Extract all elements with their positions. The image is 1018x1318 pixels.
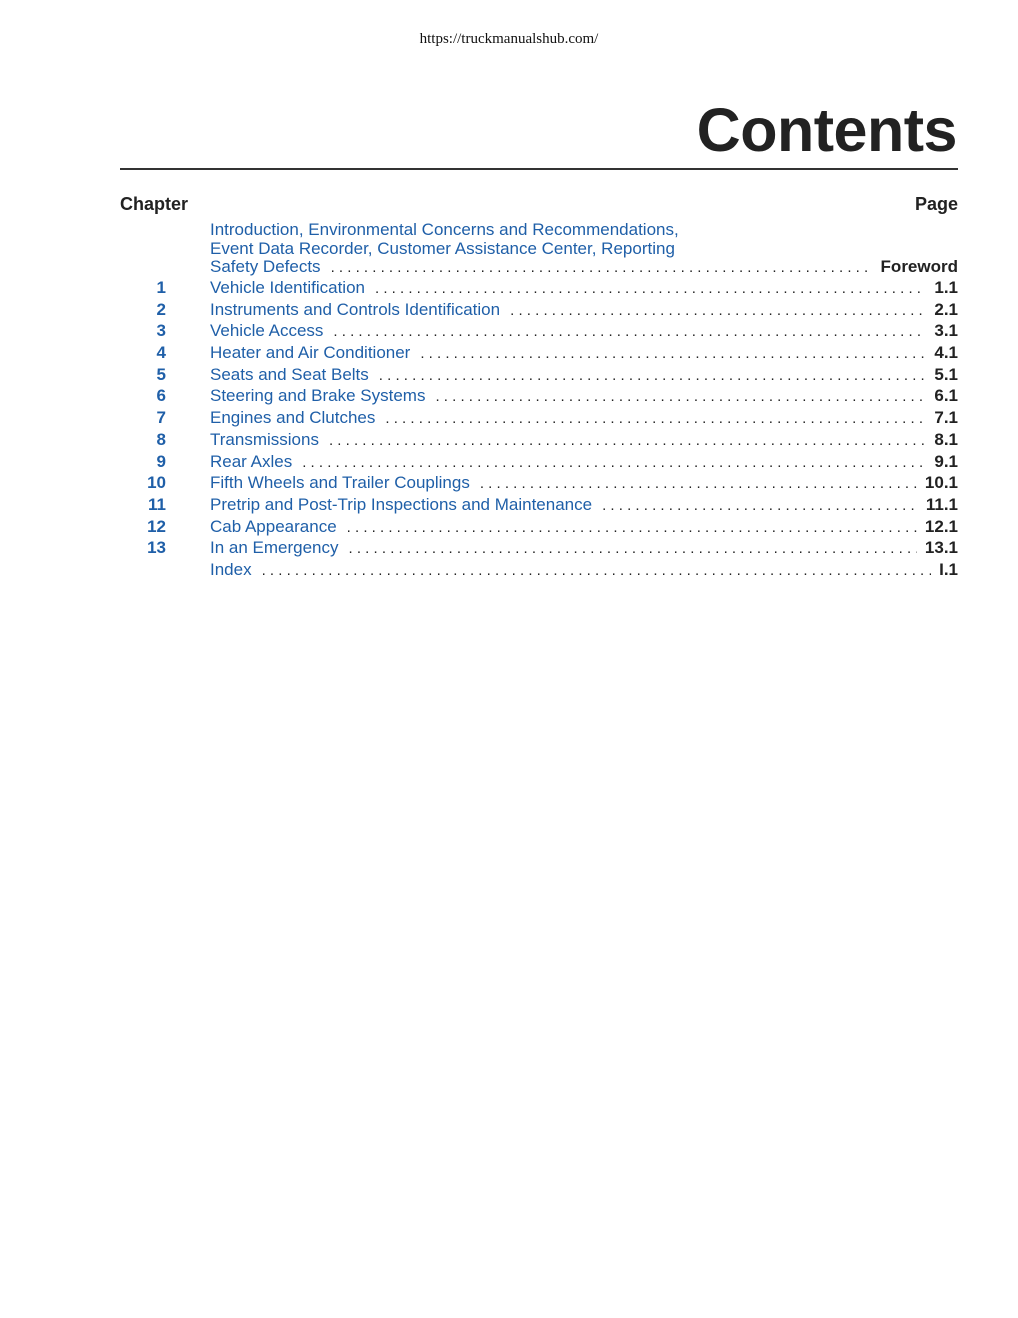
chapter-page: 13.1 [924,538,958,558]
chapter-number: 3 [156,321,166,341]
toc-entry-line [210,300,958,321]
toc-entry-line [210,452,958,473]
toc-entry-chapter-7[interactable] [120,407,958,429]
chapter-title[interactable]: Vehicle Identification [210,278,365,297]
chapter-title[interactable]: Transmissions [210,429,319,449]
toc-entry-line [210,343,958,364]
chapter-title[interactable]: Fifth Wheels and Trailer Couplings [210,473,470,493]
page-title: Contents [696,96,957,164]
dot-leader [302,453,926,473]
toc-entry-line [210,517,958,538]
chapter-page: 9.1 [934,451,958,471]
index-title[interactable]: Index [210,559,252,579]
toc-entry-line [210,538,958,559]
chapter-number: 10 [147,473,166,493]
toc-entry-line [210,386,958,407]
toc-entry-chapter-1[interactable] [120,277,958,299]
toc-entry-line [210,495,958,516]
foreword-page: Foreword [880,257,958,276]
chapter-title[interactable]: Instruments and Controls Identification [210,299,501,319]
foreword-title-line-2[interactable]: Event Data Recorder, Customer Assistance Center, Reporting [210,239,675,258]
toc-entry-chapter-8[interactable] [120,429,958,451]
toc-entry-line [210,321,958,342]
toc-entry-line [210,408,958,429]
dot-leader [375,279,926,299]
chapter-number: 9 [156,451,166,471]
toc-entry-foreword[interactable] [120,221,958,277]
chapter-title[interactable]: Cab Appearance [210,516,337,536]
chapter-number: 8 [156,429,166,449]
foreword-entry-line [210,258,958,277]
chapter-title[interactable]: Pretrip and Post-Trip Inspections and Maintenance [210,494,593,514]
chapter-page: 11.1 [925,494,958,514]
index-page: I.1 [939,559,958,579]
chapter-number: 12 [147,516,166,536]
chapter-page: 7.1 [934,408,958,428]
dot-leader [347,518,917,538]
chapter-number: 7 [156,408,166,428]
dot-leader [379,366,927,386]
toc-entry-chapter-13[interactable] [120,537,958,559]
toc-entry-chapter-3[interactable] [120,320,958,342]
toc-entry-line [210,430,958,451]
dot-leader [349,539,917,559]
toc-entry-chapter-5[interactable] [120,364,958,386]
dot-leader [420,344,926,364]
dot-leader [510,301,926,321]
chapter-number: 13 [147,538,166,558]
dot-leader [602,496,918,516]
foreword-title-line-1[interactable]: Introduction, Environmental Concerns and Recommendations, [210,220,679,239]
chapter-page: 8.1 [934,429,958,449]
chapter-column-heading: Chapter [120,194,189,214]
chapter-title[interactable]: Steering and Brake Systems [210,386,426,406]
dot-leader [385,409,926,429]
toc-entry-line [210,473,958,494]
toc-entry-line [210,278,958,299]
chapter-number: 4 [156,343,166,363]
toc-entry-chapter-2[interactable] [120,299,958,321]
chapter-page: 5.1 [934,364,958,384]
dot-leader [331,259,873,277]
toc-entry-chapter-4[interactable] [120,342,958,364]
chapter-page: 4.1 [934,343,958,363]
toc-entry-index[interactable] [120,559,958,581]
chapter-number: 1 [156,278,166,297]
toc-entry-chapter-10[interactable] [120,472,958,494]
dot-leader [435,387,926,407]
chapter-number: 6 [156,386,166,406]
dot-leader [329,431,926,451]
chapter-title[interactable]: In an Emergency [210,538,339,558]
chapter-title[interactable]: Vehicle Access [210,321,324,341]
toc-entry-chapter-9[interactable] [120,451,958,473]
page-column-heading: Page [914,194,958,214]
chapter-title[interactable]: Engines and Clutches [210,408,376,428]
chapter-page: 6.1 [934,386,958,406]
chapter-title[interactable]: Rear Axles [210,451,293,471]
chapter-page: 1.1 [934,278,958,297]
chapter-title[interactable]: Heater and Air Conditioner [210,343,411,363]
chapter-page: 10.1 [924,473,958,493]
toc-entry-line [210,560,958,581]
dot-leader [333,322,926,342]
site-url[interactable]: https://truckmanualshub.com/ [419,31,599,47]
dot-leader [480,474,917,494]
chapter-number: 2 [156,299,166,319]
title-divider [120,168,958,170]
toc-header [120,194,958,218]
chapter-number: 11 [148,494,166,514]
toc-entry-chapter-12[interactable] [120,516,958,538]
toc-entry-line [210,365,958,386]
toc-entry-chapter-6[interactable] [120,385,958,407]
chapter-page: 3.1 [934,321,958,341]
chapter-page: 12.1 [924,516,958,536]
chapter-number: 5 [156,364,166,384]
foreword-title-line-3[interactable]: Safety Defects [210,257,321,276]
dot-leader [262,561,932,581]
toc-entry-chapter-11[interactable] [120,494,958,516]
chapter-page: 2.1 [934,299,958,319]
chapter-title[interactable]: Seats and Seat Belts [210,364,369,384]
table-of-contents [120,221,958,581]
